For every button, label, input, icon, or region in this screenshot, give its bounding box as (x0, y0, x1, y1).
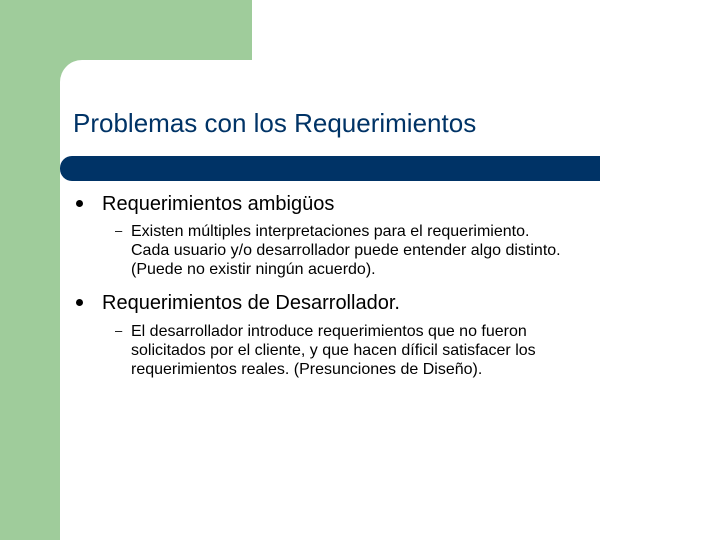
bullet-2-text: Requerimientos de Desarrollador. (102, 292, 400, 314)
bullet-dot-icon (76, 200, 83, 207)
sub-line: requerimientos reales. (Presunciones de Diseño). (131, 361, 483, 378)
dash-icon: – (115, 223, 123, 238)
bullet-1-sub-1 (131, 222, 561, 279)
sub-line: El desarrollador introduce requerimientos que no fueron (131, 323, 527, 340)
sub-line: Cada usuario y/o desarrollador puede entender algo distinto. (131, 242, 561, 259)
title-underline-bar (60, 156, 600, 181)
sub-line: Existen múltiples interpretaciones para el requerimiento. (131, 223, 530, 240)
green-left-bar (0, 0, 60, 540)
dash-icon: – (115, 323, 123, 338)
sub-line: solicitados por el cliente, y que hacen díficil satisfacer los (131, 342, 536, 359)
bullet-2-sub-1 (131, 322, 536, 379)
sub-line: (Puede no existir ningún acuerdo). (131, 261, 376, 278)
bullet-1-text: Requerimientos ambigüos (102, 193, 335, 215)
bullet-dot-icon (76, 299, 83, 306)
slide-title: Problemas con los Requerimientos (73, 108, 477, 138)
